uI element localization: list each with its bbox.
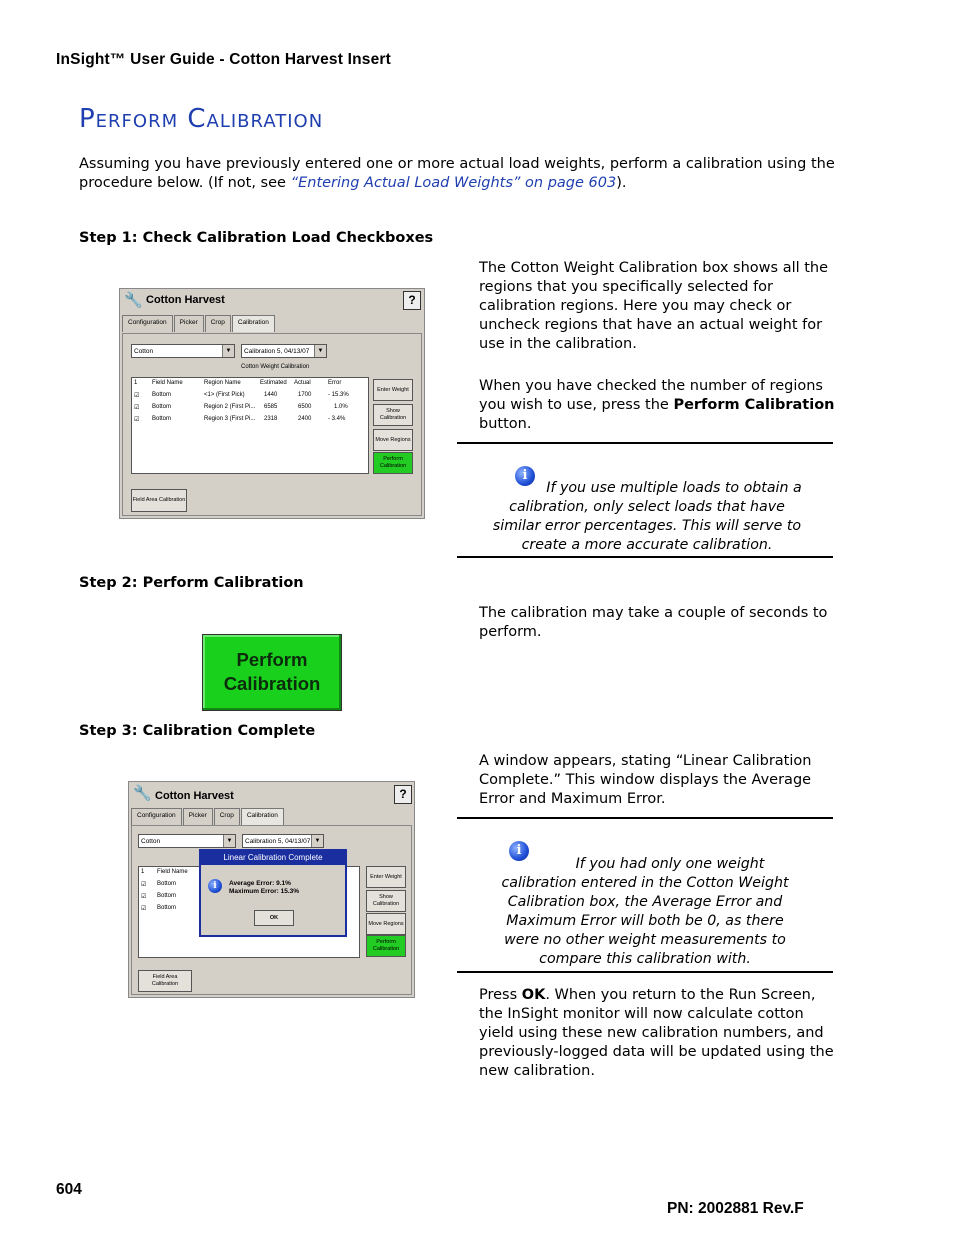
cell: Bottom: [157, 893, 177, 899]
running-header: InSight™ User Guide - Cotton Harvest Insert: [56, 51, 392, 68]
field-area-calibration-button[interactable]: Field Area Calibration: [131, 489, 187, 512]
cell: 1.0%: [334, 404, 348, 410]
perform-calibration-button[interactable]: Perform Calibration: [373, 452, 413, 474]
cell: 1440: [264, 392, 278, 398]
app-title-bar: [129, 782, 414, 804]
row-checkbox[interactable]: ☑: [141, 882, 147, 888]
cell: - 3.4%: [328, 416, 346, 422]
screenshot-calibration-screen: [119, 288, 425, 519]
step3-para2-before: Press: [479, 987, 522, 1003]
step3-paragraph1: A window appears, stating “Linear Calibration Complete.” This window displays the Average Error and Maximum Error.: [479, 753, 812, 807]
column-header: Actual: [294, 380, 311, 386]
tab-crop[interactable]: Crop: [205, 315, 231, 332]
cell: 6500: [298, 404, 312, 410]
step3-heading: Step 3: Calibration Complete: [79, 723, 316, 739]
crop-select-value: Cotton: [134, 348, 154, 355]
column-header: Region Name: [204, 380, 241, 386]
step2-paragraph: The calibration may take a couple of seconds to perform.: [479, 605, 828, 640]
cell: 1700: [298, 392, 312, 398]
chevron-down-icon: ▼: [223, 835, 235, 847]
row-checkbox[interactable]: ☑: [141, 906, 147, 912]
list-caption: Cotton Weight Calibration: [241, 364, 310, 370]
app-title: Cotton Harvest: [146, 294, 225, 306]
linear-calibration-dialog: [199, 849, 347, 937]
cell: Bottom: [157, 905, 177, 911]
note-box-2: [457, 817, 833, 973]
cell: Bottom: [152, 404, 172, 410]
cell: Bottom: [157, 881, 177, 887]
cell: 2318: [264, 416, 278, 422]
chevron-down-icon: ▼: [314, 345, 326, 357]
dialog-title: Linear Calibration Complete: [201, 851, 345, 865]
app-title: Cotton Harvest: [155, 790, 234, 802]
info-icon: i: [509, 841, 529, 861]
step1-paragraph1: The Cotton Weight Calibration box shows all the regions that you specifically selected for calibration regions. Here you may check or uncheck regions that have an actual weight for use in the calibration.: [479, 260, 829, 352]
intro-text-before: Assuming you have previously entered one or more actual load weights, perform a calibration using the procedure below. (If not, see: [79, 156, 835, 191]
tab-crop[interactable]: Crop: [214, 808, 240, 825]
column-header: Field Name: [152, 380, 183, 386]
row-checkbox[interactable]: ☑: [134, 393, 140, 399]
chevron-down-icon: ▼: [222, 345, 234, 357]
calibration-select[interactable]: [242, 834, 324, 848]
note-text-1: If you use multiple loads to obtain a calibration, only select loads that have similar error percentages. This will serve to create a more accurate calibration.: [492, 480, 802, 553]
info-icon: i: [515, 466, 535, 486]
cell: Region 3 (First Pi...: [204, 416, 256, 422]
column-header: 1: [141, 869, 145, 875]
app-title-bar: [120, 289, 424, 311]
step2-heading: Step 2: Perform Calibration: [79, 575, 304, 591]
average-error-text: Average Error: 9.1%: [229, 880, 291, 887]
cell: <1> (First Pick): [204, 392, 245, 398]
calibration-panel: [122, 333, 422, 516]
crop-select-value: Cotton: [141, 838, 161, 845]
field-area-calibration-button[interactable]: Field Area Calibration: [138, 970, 192, 992]
column-header: Error: [328, 380, 342, 386]
calibration-select-value: Calibration 5, 04/13/07: [245, 838, 311, 845]
note-text-2: If you had only one weight calibration entered in the Cotton Weight Calibration box, the Average Error and Maximum Error will both be 0, as there were no other weight measurements to compare this calibration with.: [501, 856, 789, 967]
step1-para2-bold: Perform Calibration: [673, 397, 835, 413]
tab-configuration[interactable]: Configuration: [131, 808, 182, 825]
step3-paragraph2: [479, 986, 839, 1081]
tab-calibration[interactable]: Calibration: [232, 315, 275, 332]
wrench-icon: 🔧: [124, 292, 143, 309]
perform-calibration-button[interactable]: Perform Calibration: [366, 935, 406, 957]
cell: Bottom: [152, 416, 172, 422]
show-calibration-button[interactable]: Show Calibration: [366, 890, 406, 912]
info-icon: i: [208, 879, 222, 893]
part-number: PN: 2002881 Rev.F: [667, 1200, 804, 1217]
button-line1: Perform: [236, 649, 308, 670]
calibration-list: [131, 377, 369, 474]
step1-para2-before: When you have checked the number of regions you wish to use, press the: [479, 378, 823, 413]
intro-paragraph: [79, 155, 849, 193]
step1-paragraph2: [479, 377, 839, 434]
chevron-down-icon: ▼: [311, 835, 323, 847]
button-line2: Calibration: [223, 673, 321, 694]
crop-select[interactable]: [131, 344, 235, 358]
column-header: Estimated: [260, 380, 287, 386]
ok-button[interactable]: OK: [254, 910, 294, 926]
calibration-select[interactable]: [241, 344, 327, 358]
step1-para2-after: button.: [479, 416, 532, 432]
tab-configuration[interactable]: Configuration: [122, 315, 173, 332]
section-title: Perform Calibration: [79, 104, 324, 134]
tab-calibration[interactable]: Calibration: [241, 808, 284, 825]
wrench-icon: 🔧: [133, 785, 152, 802]
column-header: 1: [134, 380, 138, 386]
help-button[interactable]: ?: [394, 785, 412, 804]
note-box-1: [457, 442, 833, 558]
cell: - 15.3%: [328, 392, 349, 398]
page-number: 604: [56, 1181, 82, 1198]
enter-weight-button[interactable]: Enter Weight: [373, 379, 413, 401]
tab-bar: [122, 315, 276, 332]
perform-calibration-large-button[interactable]: [202, 634, 342, 711]
crop-select[interactable]: [138, 834, 236, 848]
row-checkbox[interactable]: ☑: [134, 405, 140, 411]
maximum-error-text: Maximum Error: 15.3%: [229, 888, 300, 895]
show-calibration-button[interactable]: Show Calibration: [373, 404, 413, 426]
move-regions-button[interactable]: Move Regions: [366, 913, 406, 935]
step3-para2-after: . When you return to the Run Screen, the InSight monitor will now calculate cotton yield using these new calibration numbers, and previously-logged data will be updated using the new calibration.: [479, 987, 834, 1079]
screenshot-calibration-complete: [128, 781, 415, 998]
tab-picker[interactable]: Picker: [183, 808, 213, 825]
cell: Region 2 (First Pi...: [204, 404, 256, 410]
cell: Bottom: [152, 392, 172, 398]
cross-reference-link[interactable]: “Entering Actual Load Weights” on page 603: [290, 175, 617, 191]
calibration-select-value: Calibration 5, 04/13/07: [244, 348, 310, 355]
cell: 2400: [298, 416, 312, 422]
tab-bar: [131, 808, 285, 825]
intro-text-after: ).: [616, 175, 627, 191]
step1-heading: Step 1: Check Calibration Load Checkboxes: [79, 230, 434, 246]
column-header: Field Name: [157, 869, 188, 875]
tab-picker[interactable]: Picker: [174, 315, 204, 332]
cell: 6585: [264, 404, 278, 410]
row-checkbox[interactable]: ☑: [141, 894, 147, 900]
help-button[interactable]: ?: [403, 291, 421, 310]
row-checkbox[interactable]: ☑: [134, 417, 140, 423]
step3-para2-bold: OK: [521, 987, 546, 1003]
move-regions-button[interactable]: Move Regions: [373, 429, 413, 451]
enter-weight-button[interactable]: Enter Weight: [366, 866, 406, 888]
